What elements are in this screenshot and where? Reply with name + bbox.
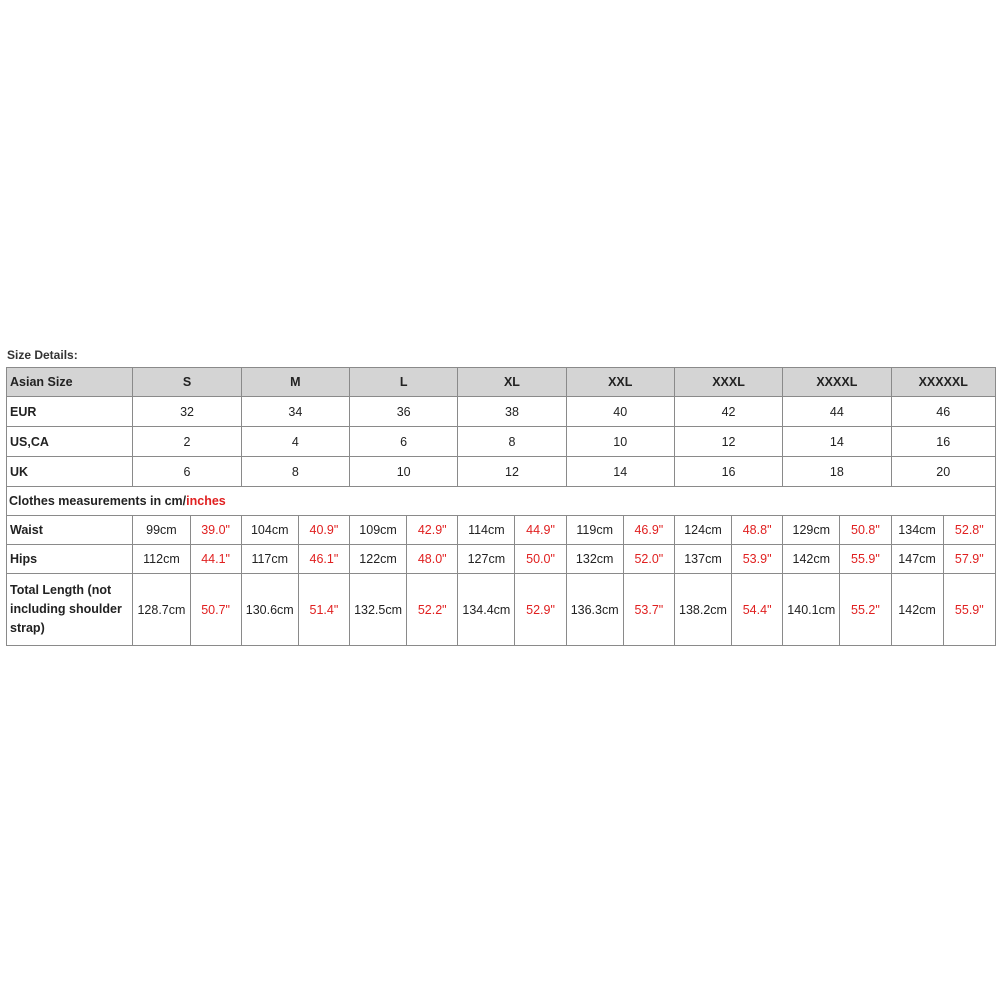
table-cell: 10: [349, 457, 457, 487]
cm-cell: 122cm: [349, 545, 406, 574]
asian-size-label: Asian Size: [7, 368, 133, 397]
table-cell: 20: [891, 457, 996, 487]
cm-cell: 124cm: [674, 516, 731, 545]
inch-cell: 44.9": [515, 516, 566, 545]
inch-cell: 50.8": [840, 516, 891, 545]
inch-cell: 55.9": [943, 574, 995, 646]
size-header-cell: L: [349, 368, 457, 397]
row-label: Waist: [7, 516, 133, 545]
cm-cell: 147cm: [891, 545, 943, 574]
table-cell: 44: [783, 397, 891, 427]
table-cell: 42: [674, 397, 782, 427]
cm-cell: 117cm: [241, 545, 298, 574]
table-cell: 6: [133, 457, 241, 487]
inch-cell: 51.4": [298, 574, 349, 646]
inch-cell: 40.9": [298, 516, 349, 545]
row-label: UK: [7, 457, 133, 487]
table-cell: 12: [458, 457, 566, 487]
inch-cell: 52.9": [515, 574, 566, 646]
inch-cell: 44.1": [190, 545, 241, 574]
table-cell: 36: [349, 397, 457, 427]
inch-cell: 52.0": [623, 545, 674, 574]
inch-cell: 54.4": [732, 574, 783, 646]
inch-cell: 55.2": [840, 574, 891, 646]
table-cell: 8: [241, 457, 349, 487]
inch-cell: 42.9": [407, 516, 458, 545]
inch-cell: 50.0": [515, 545, 566, 574]
inch-cell: 57.9": [943, 545, 995, 574]
us-ca-row: [7, 427, 996, 457]
table-cell: 40: [566, 397, 674, 427]
table-cell: 10: [566, 427, 674, 457]
cm-cell: 137cm: [674, 545, 731, 574]
inch-cell: 46.1": [298, 545, 349, 574]
inch-cell: 55.9": [840, 545, 891, 574]
cm-cell: 132.5cm: [349, 574, 406, 646]
inch-cell: 50.7": [190, 574, 241, 646]
cm-cell: 130.6cm: [241, 574, 298, 646]
table-cell: 6: [349, 427, 457, 457]
row-label: Hips: [7, 545, 133, 574]
inch-cell: 39.0": [190, 516, 241, 545]
size-details-title: Size Details:: [7, 348, 78, 362]
size-header-cell: XXXXL: [783, 368, 891, 397]
table-cell: 4: [241, 427, 349, 457]
cm-cell: 134.4cm: [458, 574, 515, 646]
cm-cell: 99cm: [133, 516, 190, 545]
table-cell: 34: [241, 397, 349, 427]
table-cell: 12: [674, 427, 782, 457]
measurements-heading: [7, 487, 996, 516]
cm-cell: 132cm: [566, 545, 623, 574]
cm-cell: 138.2cm: [674, 574, 731, 646]
inch-cell: 52.8": [943, 516, 995, 545]
size-chart-table: [6, 367, 996, 646]
measurements-heading-prefix: Clothes measurements in cm/: [9, 494, 187, 508]
inch-cell: 48.0": [407, 545, 458, 574]
inch-cell: 46.9": [623, 516, 674, 545]
table-cell: 14: [783, 427, 891, 457]
table-cell: 2: [133, 427, 241, 457]
inch-cell: 52.2": [407, 574, 458, 646]
table-cell: 38: [458, 397, 566, 427]
cm-cell: 109cm: [349, 516, 406, 545]
size-header-cell: S: [133, 368, 241, 397]
table-cell: 14: [566, 457, 674, 487]
cm-cell: 140.1cm: [783, 574, 840, 646]
hips-row: [7, 545, 996, 574]
cm-cell: 114cm: [458, 516, 515, 545]
inch-cell: 53.9": [732, 545, 783, 574]
row-label: US,CA: [7, 427, 133, 457]
inch-cell: 53.7": [623, 574, 674, 646]
table-cell: 16: [891, 427, 996, 457]
size-header-cell: XXXL: [674, 368, 782, 397]
table-cell: 18: [783, 457, 891, 487]
row-label: EUR: [7, 397, 133, 427]
table-cell: 32: [133, 397, 241, 427]
cm-cell: 127cm: [458, 545, 515, 574]
inch-cell: 48.8": [732, 516, 783, 545]
cm-cell: 112cm: [133, 545, 190, 574]
size-header-cell: XXL: [566, 368, 674, 397]
table-cell: 46: [891, 397, 996, 427]
cm-cell: 142cm: [891, 574, 943, 646]
measurements-heading-inches: inches: [186, 494, 226, 508]
cm-cell: 128.7cm: [133, 574, 190, 646]
eur-row: [7, 397, 996, 427]
cm-cell: 134cm: [891, 516, 943, 545]
size-header-row: [7, 368, 996, 397]
row-label: Total Length (not including shoulder strap): [7, 574, 133, 646]
cm-cell: 104cm: [241, 516, 298, 545]
table-cell: 16: [674, 457, 782, 487]
size-header-cell: M: [241, 368, 349, 397]
uk-row: [7, 457, 996, 487]
cm-cell: 142cm: [783, 545, 840, 574]
measurements-heading-row: [7, 487, 996, 516]
cm-cell: 129cm: [783, 516, 840, 545]
size-header-cell: XL: [458, 368, 566, 397]
total-length-row: [7, 574, 996, 646]
cm-cell: 119cm: [566, 516, 623, 545]
cm-cell: 136.3cm: [566, 574, 623, 646]
table-cell: 8: [458, 427, 566, 457]
size-header-cell: XXXXXL: [891, 368, 996, 397]
waist-row: [7, 516, 996, 545]
